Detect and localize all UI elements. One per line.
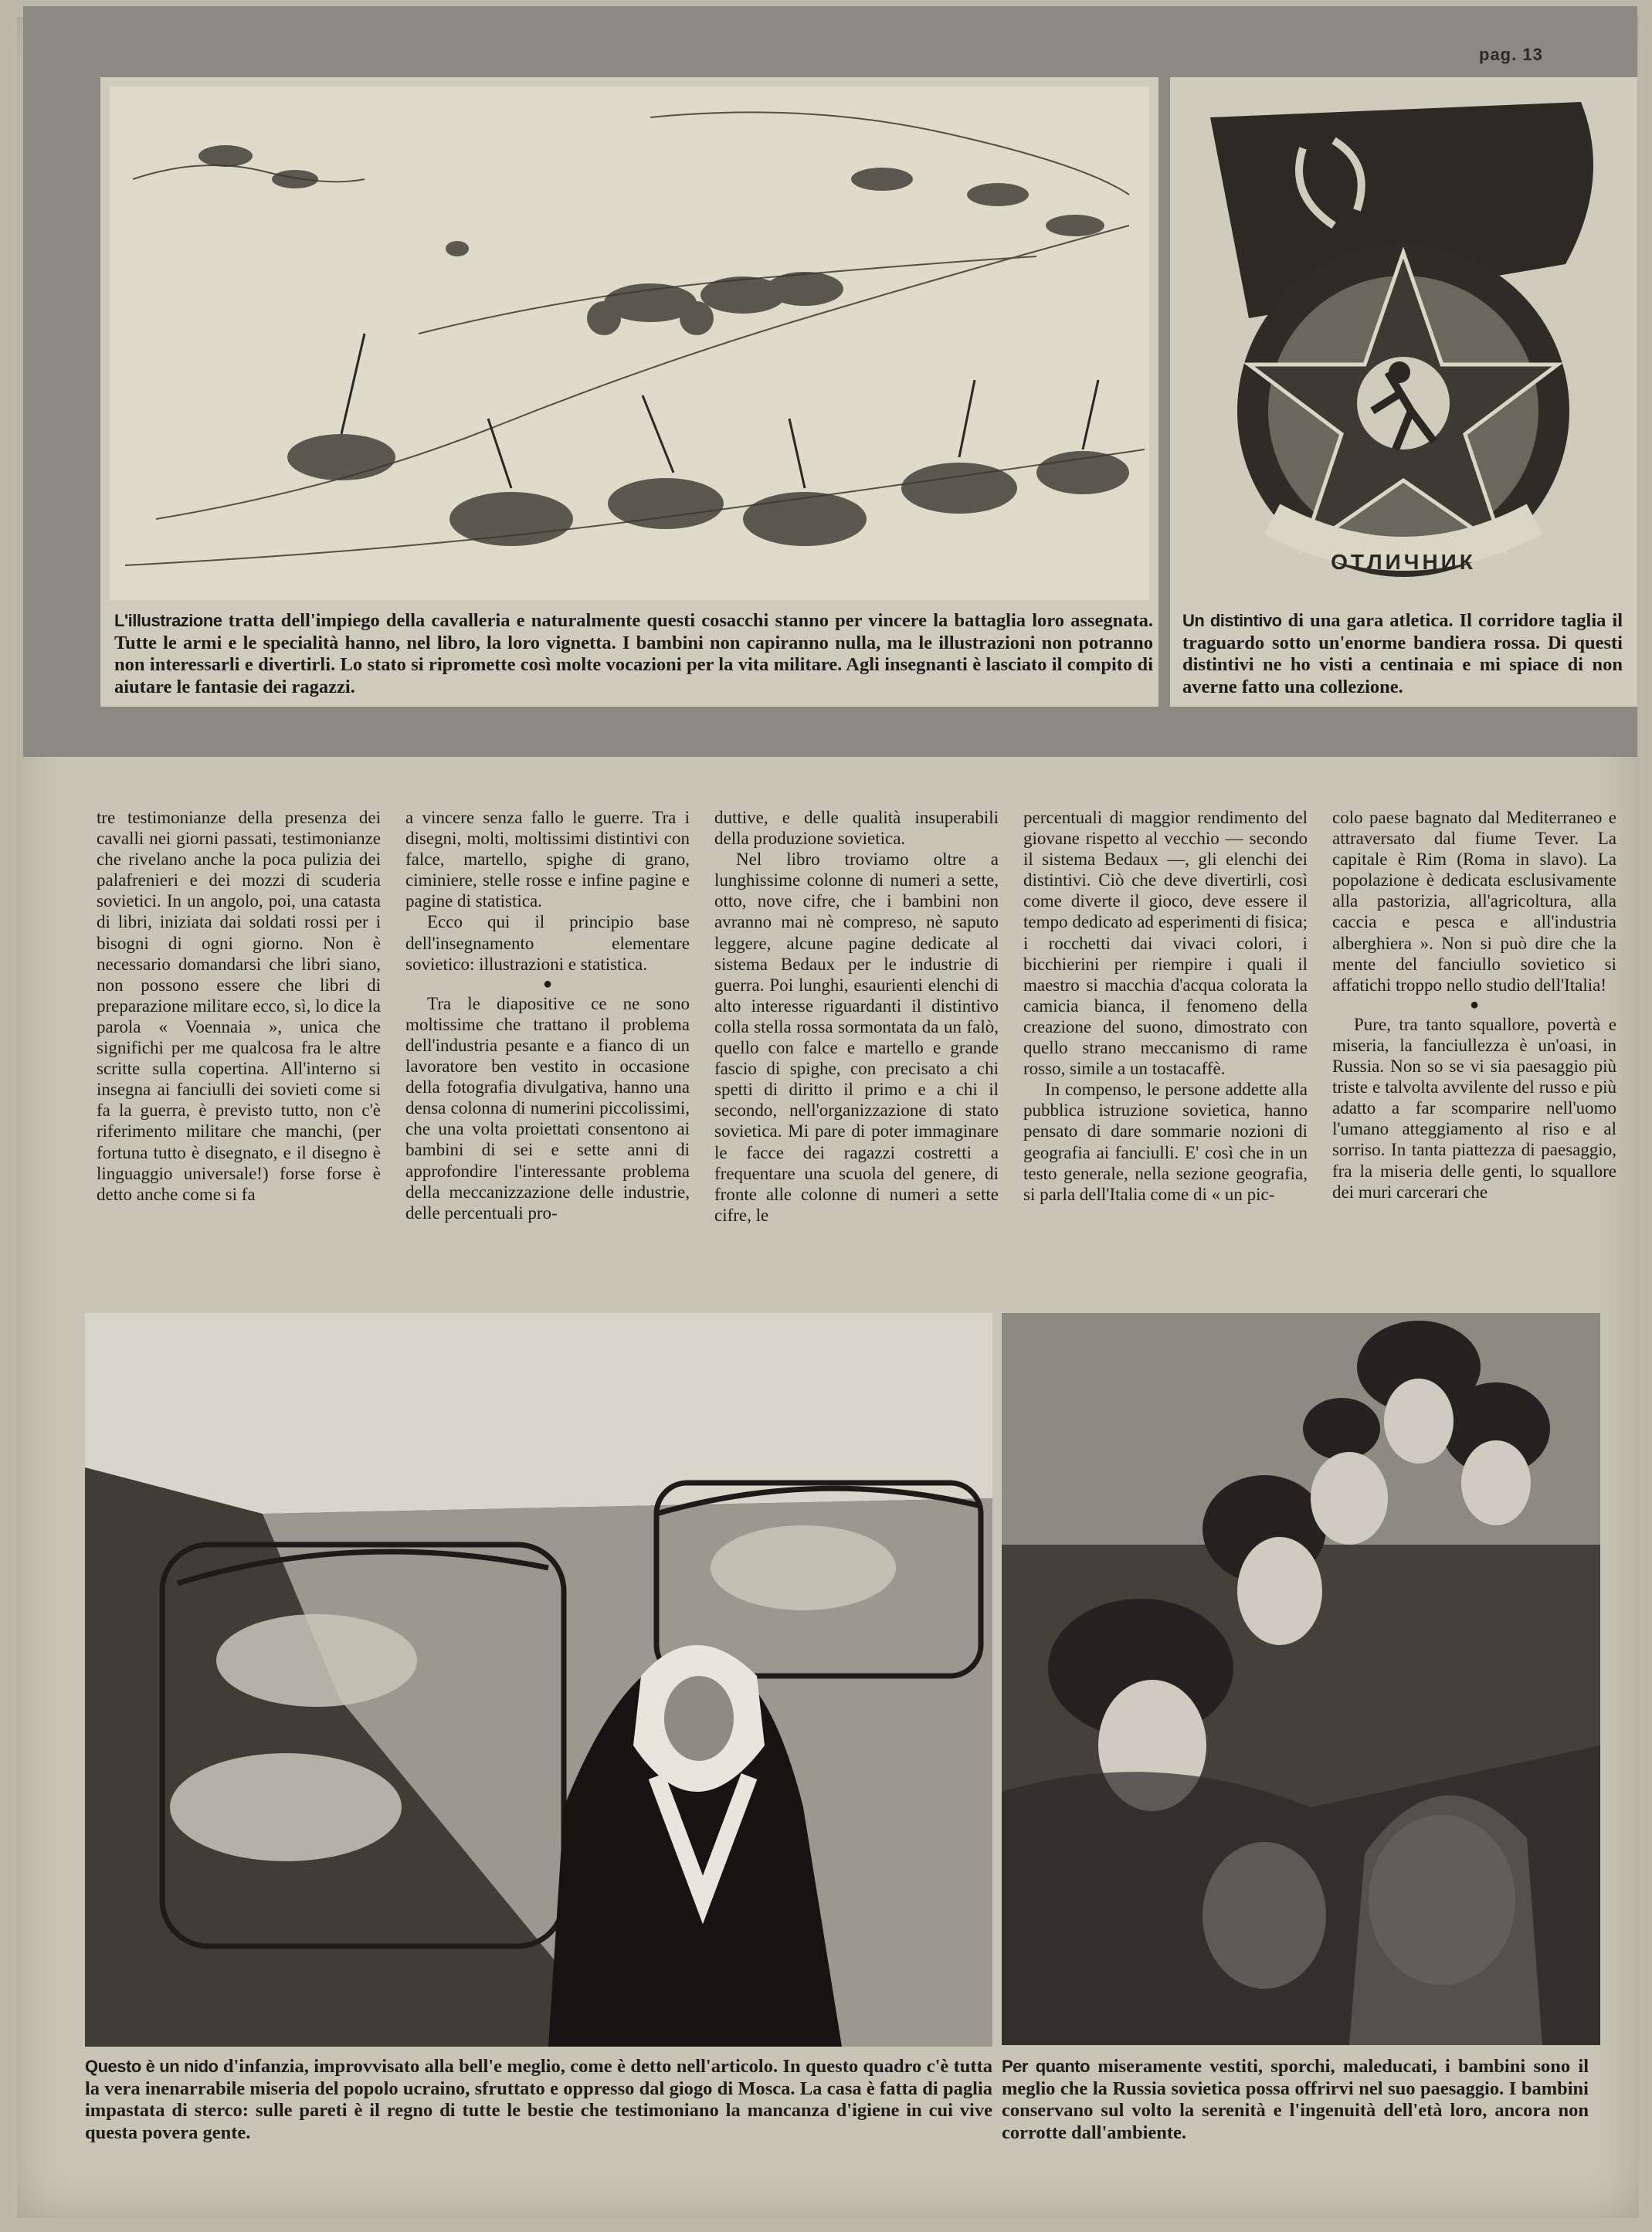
paragraph: tre testimonianze della presenza dei cavalli nei giorni passati, testimonianze che rivelano anche la poca pulizia dei palafrenieri e dei mozzi di scuderia sovietici. In un angolo, poi, una catasta di libri, iniziata dai soldati rossi per i bisogni di ogni giorno. Non è necessario domandarsi che libri siano, non possono essere che libri di preparazione militare ecco, sì, lo dice la parola « Voennaia », unica che significhi per me qualcosa fra le altre scritte sulla copertina. All'interno si insegna ai fanciulli dei sovieti come si fa la guerra, è previsto tutto, non c'è riferimento militare che manchi, (per fortuna tutto è disegnato, e il disegno è linguaggio universale!) forse forse è detto anche come si fa: [97, 808, 381, 1204]
page-folio: pag. 13: [1479, 45, 1543, 64]
illustration-panel: [100, 77, 1158, 707]
illustration-caption: [114, 610, 1153, 698]
paragraph: Nel libro troviamo oltre a lunghissime colonne di numeri a sette, otto, nove cifre, che i bambini non avranno mai nè compreso, nè saputo leggere, alcune pagine dedicate al sistema Bedaux per le industrie di guerra. Poi lunghi, esaurienti elenchi di alto interesse riguardanti il distintivo colla stella rossa sormontata da un falò, quello con falce e martello e grande fascio di spighe, con precisato a chi spetti di diritto il primo e a chi il secondo, nell'organizzazione di stato sovietica. Mi pare di poter immaginare le facce dei ragazzi costretti a frequentare una scuola del genere, di fronte alle colonne di numeri a sette cifre, le: [714, 850, 999, 1225]
nursery-caption: [85, 2056, 992, 2144]
children-caption: [1002, 2056, 1589, 2144]
paragraph: percentuali di maggior rendimento del giovane rispetto al vecchio — secondo il sistema Bedaux —, gli elenchi dei distintivi. Ciò che deve divertirli, così come diverte il gioco, deve essere il tempo dedicato ad esperimenti di fisica; i rocchetti dai vivaci colori, i bicchierini per riempire i quali il maestro si macchia d'acqua colorata la camicia bianca, il fenomeno della creazione del suono, dimostrato con quello strano meccanismo di rame rosso, simile a un tostacaffè.: [1023, 808, 1308, 1079]
article-body: [97, 807, 1633, 1255]
caption-lead: Per quanto: [1002, 2057, 1091, 2076]
article-column-4: [1023, 807, 1308, 1205]
badge-panel: [1170, 77, 1637, 707]
article-column-1: [97, 807, 381, 1205]
bullet-separator: ●: [542, 975, 553, 992]
cavalry-sketch: [110, 86, 1149, 600]
paragraph: Pure, tra tanto squallore, povertà e miseria, la fanciullezza è un'oasi, in Russia. Non so se vi sia paesaggio più triste e talvolta avvilente del russo e più adatto a far scomparire nell'uomo l'umano atteggiamento al riso e al sorriso. In tanta piattezza di paesaggio, fra la miseria delle genti, lo squallore dei muri carcerari che: [1332, 1014, 1616, 1202]
paragraph: duttive, e delle qualità insuperabili della produzione sovietica.: [714, 808, 999, 849]
paragraph: a vincere senza fallo le guerre. Tra i disegni, molti, moltissimi distintivi con falce, martello, spighe di grano, ciminiere, stelle rosse e infine pagine e pagine di statistica.: [405, 808, 690, 911]
caption-lead: Un distintivo: [1182, 611, 1282, 630]
paragraph: colo paese bagnato dal Mediterraneo e attraversato dal fiume Tever. La capitale è Rim (Roma in slavo). La popolazione è dedicata esclusivamente alla pastorizia, all'agricoltura, alla caccia e pesca e all'industria alberghiera ». Non si può dire che la mente del fanciullo sovietico si affatichi troppo nello studio dell'Italia!: [1332, 808, 1616, 995]
cavalry-illustration: [110, 86, 1149, 600]
badge-caption: [1182, 610, 1623, 698]
article-column-5: [1332, 807, 1616, 1202]
bullet-separator: ●: [1469, 996, 1480, 1013]
nursery-photo-image: [85, 1313, 992, 2047]
caption-text: d'infanzia, improvvisato alla bell'e meglio, come è detto nell'articolo. In questo quadro c'è tutta la vera inenarrabile miseria del popolo ucraino, sfruttato e oppresso dal giogo di Mosca. La casa è fatta di paglia impastata di sterco: sulle pareti è il regno di tutte le bestie che testimoniano la mancanza d'igiene in cui vive questa povera gente.: [85, 2056, 992, 2143]
children-photo: [1002, 1313, 1600, 2045]
caption-text: tratta dell'impiego della cavalleria e naturalmente questi cosacchi stanno per vincere la battaglia loro assegnata. Tutte le armi e le specialità hanno, nel libro, la loro vignetta. I bambini non capiranno nulla, ma le illustrazioni non potranno non interessarli e divertirli. Lo stato si ripromette così molte vocazioni per la vita militare. Agli insegnanti è lasciato il compito di aiutare le fantasie dei ragazzi.: [114, 610, 1153, 697]
paragraph: Ecco qui il principio base dell'insegnamento elementare sovietico: illustrazioni e statistica.: [405, 912, 690, 974]
athletics-badge: [1179, 86, 1627, 595]
badge-illustration: [1179, 86, 1627, 595]
article-column-2: [405, 807, 690, 1223]
children-photo-image: [1002, 1313, 1600, 2045]
badge-inscription: OTЛИЧНИК: [1331, 550, 1476, 574]
paragraph: In compenso, le persone addette alla pubblica istruzione sovietica, hanno pensato di dare sommarie nozioni di geografia ai fanciulli. E' così che in un testo generale, nella sezione geografia, si parla dell'Italia come di « un pic-: [1023, 1080, 1308, 1204]
caption-lead: Questo è un nido: [85, 2057, 219, 2076]
caption-text: miseramente vestiti, sporchi, maleducati, i bambini sono il meglio che la Russia sovietica possa offrirvi nel suo paesaggio. I bambini conservano sul volto la serenità e l'ingenuità dell'età loro, ancora non corrotte dall'ambiente.: [1002, 2056, 1589, 2143]
nursery-photo: [85, 1313, 992, 2047]
caption-text: di una gara atletica. Il corridore taglia il traguardo sotto un'enorme bandiera rossa. Di questi distintivi ne ho visti a centinaia e mi spiace di non averne fatto una collezione.: [1182, 610, 1623, 697]
caption-lead: L'illustrazione: [114, 611, 222, 630]
article-column-3: [714, 807, 999, 1226]
paragraph: Tra le diapositive ce ne sono moltissime che trattano il problema dell'industria pesante e a fianco di un lavoratore ben vestito in occasione della fotografia divulgativa, hanno una densa colonna di numerini piccolissimi, che una volta proiettati consentono ai bambini di sei e sette anni di approfondire l'interessante problema della meccanizzazione delle industrie, delle percentuali pro-: [405, 993, 690, 1223]
